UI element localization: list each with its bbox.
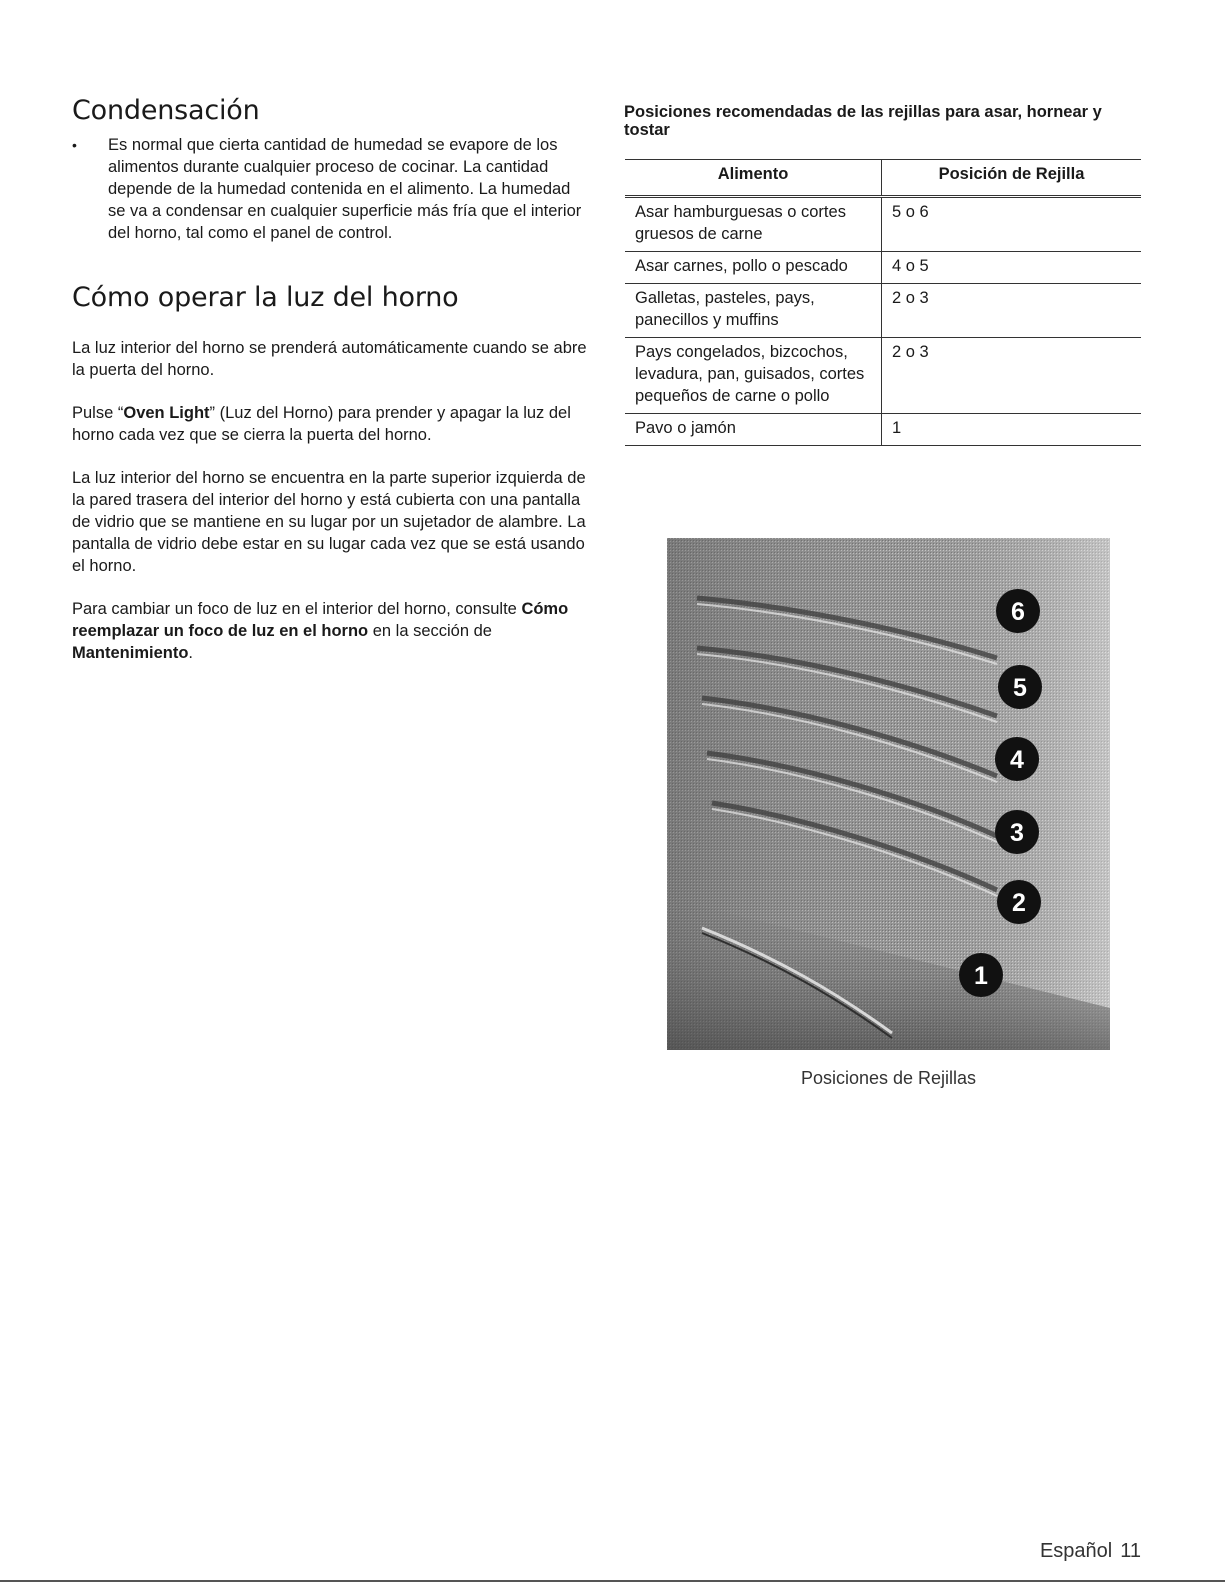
position-cell: 5 o 6	[882, 197, 1142, 252]
table-row	[625, 284, 1141, 338]
paragraph-replace-bulb: Para cambiar un foco de luz en el interior del horno, consulte Cómo reemplazar un foco de luz en el horno en la sección de Mantenimiento.	[72, 600, 569, 662]
column-header-food: Alimento	[625, 160, 882, 197]
paragraph-light-location: La luz interior del horno se encuentra en la parte superior izquierda de la pared trasera del interior del horno y está cubierta con una pantalla de vidrio que se mantiene en su lugar por un sujetador de alambre. La pantalla de vidrio debe estar en su lugar cada vez que se está usando el horno.	[72, 469, 586, 575]
table-row	[625, 197, 1141, 252]
right-column	[625, 103, 1143, 446]
svg-text:4: 4	[1010, 746, 1024, 774]
table-row	[625, 252, 1141, 284]
rack-marker-1	[959, 953, 1003, 997]
position-cell: 1	[882, 414, 1142, 446]
rack-marker-2	[997, 880, 1041, 924]
rack-marker-3	[995, 810, 1039, 854]
position-cell: 2 o 3	[882, 284, 1142, 338]
section-heading-condensation: Condensación	[72, 95, 260, 126]
position-cell: 2 o 3	[882, 338, 1142, 414]
svg-text:3: 3	[1010, 819, 1024, 847]
section-heading-oven-light: Cómo operar la luz del horno	[72, 282, 459, 313]
oven-rack-photo	[667, 538, 1110, 1050]
food-cell: Pavo o jamón	[625, 414, 882, 446]
table-header-row	[625, 160, 1141, 197]
maintenance-reference: Mantenimiento	[72, 644, 189, 662]
rack-marker-6	[996, 589, 1040, 633]
table-title: Posiciones recomendadas de las rejillas para asar, hornear y tostar	[624, 103, 1102, 139]
food-cell: Asar carnes, pollo o pescado	[625, 252, 882, 284]
paragraph-auto-light: La luz interior del horno se prenderá automáticamente cuando se abre la puerta del horno.	[72, 339, 587, 379]
rack-marker-5	[998, 665, 1042, 709]
table-row	[625, 414, 1141, 446]
list-item: • Es normal que cierta cantidad de humedad se evapore de los alimentos durante cualquier proceso de cocinar. La cantidad depende de la humedad contenida en el alimento. La humedad se va a condensar en cualquier superficie más fría que el interior del horno, tal como el panel de control.	[72, 134, 592, 244]
position-cell: 4 o 5	[882, 252, 1142, 284]
column-header-rack-position: Posición de Rejilla	[882, 160, 1142, 197]
table-row	[625, 338, 1141, 414]
bottom-rule	[0, 1580, 1225, 1582]
replace-bulb-reference: Cómo reemplazar un foco de luz en el horno	[72, 600, 569, 640]
page-number: 11	[1120, 1540, 1141, 1562]
svg-text:2: 2	[1012, 889, 1026, 917]
figure-caption: Posiciones de Rejillas	[800, 1068, 977, 1088]
food-cell: Galletas, pasteles, pays, panecillos y muffins	[625, 284, 882, 338]
food-cell: Pays congelados, bizcochos, levadura, pan, guisados, cortes pequeños de carne o pollo	[625, 338, 882, 414]
footer-language: Español	[1039, 1540, 1113, 1562]
left-column	[72, 95, 592, 664]
paragraph-oven-light-key: Pulse “Oven Light” (Luz del Horno) para prender y apagar la luz del horno cada vez que se cierra la puerta del horno.	[72, 404, 571, 444]
svg-text:6: 6	[1011, 598, 1025, 626]
svg-text:5: 5	[1013, 674, 1027, 702]
rack-positions-table	[625, 159, 1141, 446]
rack-marker-4	[995, 737, 1039, 781]
page-footer	[1032, 1540, 1141, 1563]
svg-text:1: 1	[974, 962, 988, 990]
condensation-list	[72, 134, 592, 244]
oven-light-key-label: Oven Light	[123, 404, 210, 422]
food-cell: Asar hamburguesas o cortes gruesos de carne	[625, 197, 882, 252]
